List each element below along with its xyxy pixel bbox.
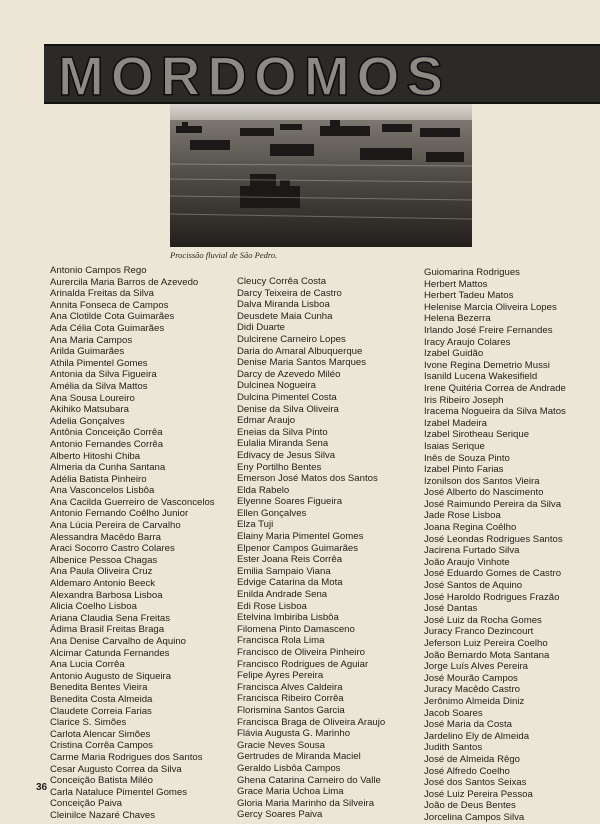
mordomo-name: Elyenne Soares Figueira (237, 496, 343, 508)
mordomo-name: Izabel Madeira (424, 417, 487, 429)
mordomo-name: Carla Nataluce Pimentel Gomes (50, 786, 188, 798)
mordomo-name: Jerônimo Almeida Diniz (424, 695, 525, 707)
mordomo-name: José Luiz Pereira Pessoa (424, 788, 533, 800)
mordomo-name: Jorge Luís Alves Pereira (424, 661, 528, 673)
mordomo-name: Eulalia Miranda Sena (237, 438, 329, 450)
page-number: 36 (36, 782, 48, 793)
mordomo-name: Gertrudes de Miranda Maciel (237, 751, 361, 763)
mordomo-name: Jacob Soares (424, 707, 483, 719)
mordomo-name: Ellen Gonçalves (237, 507, 307, 519)
mordomo-name: Ana Cacilda Guerreiro de Vasconcelos (50, 496, 215, 508)
mordomo-name: Antonio Fernandes Corrêa (50, 438, 164, 450)
mordomo-name: Benedita Bentes Vieira (50, 682, 148, 694)
mordomo-name: Herbert Mattos (424, 278, 488, 290)
mordomo-name: Eneias da Silva Pinto (237, 426, 328, 438)
mordomo-name: Antonia da Silva Figueira (50, 369, 157, 381)
mordomo-name: Cleinilce Nazaré Chaves (50, 809, 156, 821)
mordomo-name: Alcimar Catunda Fernandes (50, 647, 170, 659)
mordomo-name: José Dantas (424, 603, 478, 615)
mordomo-name: Carme Maria Rodrigues dos Santos (50, 751, 203, 763)
mordomo-name: José Leondas Rodrigues Santos (424, 533, 563, 545)
mordomo-name: Ivone Regina Demetrio Mussi (424, 359, 550, 371)
mordomo-name: Jade Rose Lisboa (424, 510, 501, 522)
mordomo-name: Ana Paula Oliveira Cruz (50, 566, 153, 578)
mordomo-name: José Alberto do Nascimento (424, 487, 544, 499)
mordomo-name: Darcy Teixeira de Castro (237, 287, 342, 299)
mordomo-name: Francisca Braga de Oliveira Araujo (237, 716, 386, 728)
mordomo-name: Carlota Alencar Simões (50, 728, 151, 740)
mordomo-name: Gercy Soares Paiva (237, 809, 323, 821)
mordomo-name: Izabel Sirotheau Serique (424, 429, 530, 441)
mordomo-name: Dalva Miranda Lisboa (237, 299, 330, 311)
mordomo-name: Elza Tuji (237, 519, 274, 531)
mordomo-name: Florismina Santos Garcia (237, 704, 345, 716)
mordomo-name: José Haroldo Rodrigues Frazão (424, 591, 560, 603)
mordomo-name: Claudete Correia Farias (50, 705, 152, 717)
mordomo-name: Darcy de Azevedo Miléo (237, 368, 341, 380)
mordomo-name: Annita Fonseca de Campos (50, 299, 169, 311)
mordomo-name: Francisca Alves Caldeira (237, 681, 343, 693)
mordomo-name: Gloria Maria Marinho da Silveira (237, 797, 375, 809)
mordomo-name: José Alfredo Coelho (424, 765, 510, 777)
mordomo-name: Alicia Coelho Lisboa (50, 601, 137, 613)
mordomo-name: Flávia Augusta G. Marinho (237, 728, 351, 740)
mordomo-name: Edmar Araujo (237, 415, 296, 427)
mordomo-name: Conceição Paiva (50, 798, 122, 810)
mordomo-name: Iracema Nogueira da Silva Matos (424, 406, 566, 418)
mordomo-name: Cesar Augusto Correa da Silva (50, 763, 182, 775)
mordomo-name: Elpenor Campos Guimarães (237, 542, 359, 554)
mordomo-name: Ana Lúcia Pereira de Carvalho (50, 520, 181, 532)
mordomo-name: Clarice S. Simões (50, 717, 127, 729)
mordomo-name: Akihiko Matsubara (50, 404, 129, 416)
mordomo-name: Helenise Marcia Oliveira Lopes (424, 301, 557, 313)
mordomo-name: Benedita Costa Almeida (50, 693, 153, 705)
mordomo-name: Guiomarina Rodrigues (424, 267, 520, 278)
mordomo-name: João Bernardo Mota Santana (424, 649, 550, 661)
mordomo-name: José Mourão Campos (424, 672, 518, 684)
mordomo-name: Dulcina Pimentel Costa (237, 391, 337, 403)
mordomo-name: Inês de Souza Pinto (424, 452, 510, 464)
mordomo-name: João de Deus Bentes (424, 800, 516, 812)
mordomo-name: José Luiz da Rocha Gomes (424, 614, 542, 626)
mordomo-name: Edvige Catarina da Mota (237, 577, 343, 589)
mordomo-name: Conceição Batista Miléo (50, 775, 153, 787)
mordomo-name: José Eduardo Gomes de Castro (424, 568, 562, 580)
mordomo-name: Francisca Ribeiro Corrêa (237, 693, 344, 705)
mordomo-name: Cristina Corrêa Campos (50, 740, 153, 752)
mordomo-name: Elainy Maria Pimentel Gomes (237, 531, 364, 543)
mordomo-name: Adelia Gonçalves (50, 415, 125, 427)
mordomo-name: Athila Pimentel Gomes (50, 357, 148, 369)
mordomo-name: Denise da Silva Oliveira (237, 403, 339, 415)
mordomo-name: Ana Denise Carvalho de Aquino (50, 636, 187, 647)
mordomo-name: Eny Portilho Bentes (237, 461, 322, 473)
mordomo-name: Antônia Conceição Corrêa (50, 427, 163, 439)
mordomo-name: Enilda Andrade Sena (237, 589, 328, 601)
mordomo-name: Antonio Fernando Coêlho Junior (50, 508, 189, 520)
mordomo-name: Etelvina Imbiriba Lisbôa (237, 612, 339, 624)
page-title: MORDOMOS (58, 45, 451, 104)
mordomo-name: Judith Santos (424, 742, 483, 754)
mordomo-name: Amélia da Silva Mattos (50, 380, 148, 392)
mordomo-name: José Raimundo Pereira da Silva (424, 498, 562, 510)
mordomo-name: Antonio Campos Rego (50, 265, 147, 276)
mordomo-name: Francisco de Oliveira Pinheiro (237, 647, 365, 658)
title-banner (44, 44, 600, 104)
mordomo-name: Juracy Franco Dezincourt (424, 626, 534, 638)
mordomo-name: Izonilson dos Santos Vieira (424, 475, 540, 487)
mordomo-name: Aurercila Maria Barros de Azevedo (50, 276, 199, 288)
mordomo-name: Almeria da Cunha Santana (50, 462, 166, 474)
mordomo-name: Elda Rabelo (237, 484, 290, 496)
mordomo-name: Adélia Batista Pinheiro (50, 473, 147, 485)
mordomo-name: Arilda Guimarães (50, 346, 125, 358)
mordomo-name: Grace Maria Uchoa Lima (237, 786, 344, 798)
mordomo-name: Ana Lucia Corrêa (50, 659, 125, 671)
mordomo-name: Alberto Hitoshi Chiba (50, 450, 141, 462)
mordomo-name: José Maria da Costa (424, 719, 512, 731)
mordomo-name: Francisca Rola Lima (237, 635, 325, 647)
mordomo-name: Antonio Augusto de Siqueira (50, 670, 172, 682)
mordomo-name: Geraldo Lisbôa Campos (237, 762, 341, 774)
mordomo-name: João Araujo Vinhote (424, 556, 510, 568)
mordomo-name: José de Almeida Rêgo (424, 753, 520, 765)
mordomo-name: Herbert Tadeu Matos (424, 290, 514, 302)
mordomo-name: Alexandra Barbosa Lisboa (50, 589, 163, 601)
names-column-3 (424, 267, 600, 824)
names-column-1 (50, 265, 245, 822)
photo-river-procession (170, 104, 472, 247)
mordomo-name: Helena Bezerra (424, 313, 491, 325)
mordomo-name: Denise Maria Santos Marques (237, 357, 367, 369)
mordomo-name: Jacirena Furtado Silva (424, 545, 520, 557)
mordomo-name: Ana Sousa Loureiro (50, 392, 135, 404)
mordomo-name: Cleucy Corrêa Costa (237, 276, 327, 287)
mordomo-name: Alessandra Macêdo Barra (50, 531, 161, 543)
mordomo-name: Deusdete Maia Cunha (237, 310, 333, 322)
mordomo-name: Iris Ribeiro Joseph (424, 394, 504, 406)
mordomo-name: Ana Maria Campos (50, 334, 133, 346)
mordomo-name: Jeferson Luiz Pereira Coelho (424, 638, 548, 649)
mordomo-name: Ester Joana Reis Corrêa (237, 554, 343, 566)
mordomo-name: Ariana Claudia Sena Freitas (50, 612, 170, 624)
mordomo-name: Edi Rose Lisboa (237, 600, 307, 612)
mordomo-name: Didi Duarte (237, 322, 285, 334)
mordomo-name: Isaias Serique (424, 440, 485, 452)
mordomo-name: Araci Socorro Castro Colares (50, 543, 175, 555)
mordomo-name: José Santos de Aquino (424, 580, 523, 592)
mordomo-name: Edivacy de Jesus Silva (237, 449, 336, 461)
mordomo-name: Filomena Pinto Damasceno (237, 623, 355, 635)
mordomo-name: Izabel Guidão (424, 348, 484, 360)
photo-caption: Procissão fluvial de São Pedro. (170, 250, 278, 260)
mordomo-name: Ada Célia Cota Guimarães (50, 322, 165, 334)
mordomo-name: José dos Santos Seixas (424, 777, 527, 789)
mordomo-name: Juracy Macêdo Castro (424, 684, 520, 696)
mordomo-name: Gracie Neves Sousa (237, 739, 325, 751)
mordomo-name: Ghena Catarina Carneiro do Valle (237, 774, 381, 786)
mordomo-name: Daria do Amaral Albuquerque (237, 345, 363, 357)
names-column-2 (237, 276, 432, 821)
mordomo-name: Iracy Araujo Colares (424, 336, 511, 348)
mordomo-name: Ana Vasconcelos Lisbôa (50, 485, 155, 497)
mordomo-name: Irlando José Freire Fernandes (424, 324, 553, 336)
mordomo-name: Isanild Lucena Wakesifield (424, 371, 538, 383)
mordomo-name: Emilia Sampaio Viana (237, 565, 331, 577)
mordomo-name: Emerson José Matos dos Santos (237, 473, 378, 485)
mordomo-name: Arinalda Freitas da Silva (50, 288, 154, 300)
mordomo-name: Felipe Ayres Pereira (237, 670, 324, 682)
mordomo-name: Dulcirene Carneiro Lopes (237, 333, 346, 345)
mordomo-name: Dulcinea Nogueira (237, 380, 316, 392)
mordomo-name: Aldemaro Antonio Beeck (50, 578, 156, 590)
mordomo-name: Joana Regina Coêlho (424, 522, 517, 534)
mordomo-name: Albenice Pessoa Chagas (50, 554, 158, 566)
mordomo-name: Izabel Pinto Farias (424, 464, 504, 476)
mordomo-name: Francisco Rodrigues de Aguiar (237, 658, 369, 670)
mordomo-name: Ana Clotilde Cota Guimarães (50, 311, 175, 323)
mordomo-name: Jorcelina Campos Silva (424, 811, 525, 823)
mordomo-name: Irene Quitéria Correa de Andrade (424, 382, 566, 394)
mordomo-name: Ádima Brasil Freitas Braga (50, 624, 165, 636)
mordomo-name: Jardelino Ely de Almeida (424, 730, 530, 742)
